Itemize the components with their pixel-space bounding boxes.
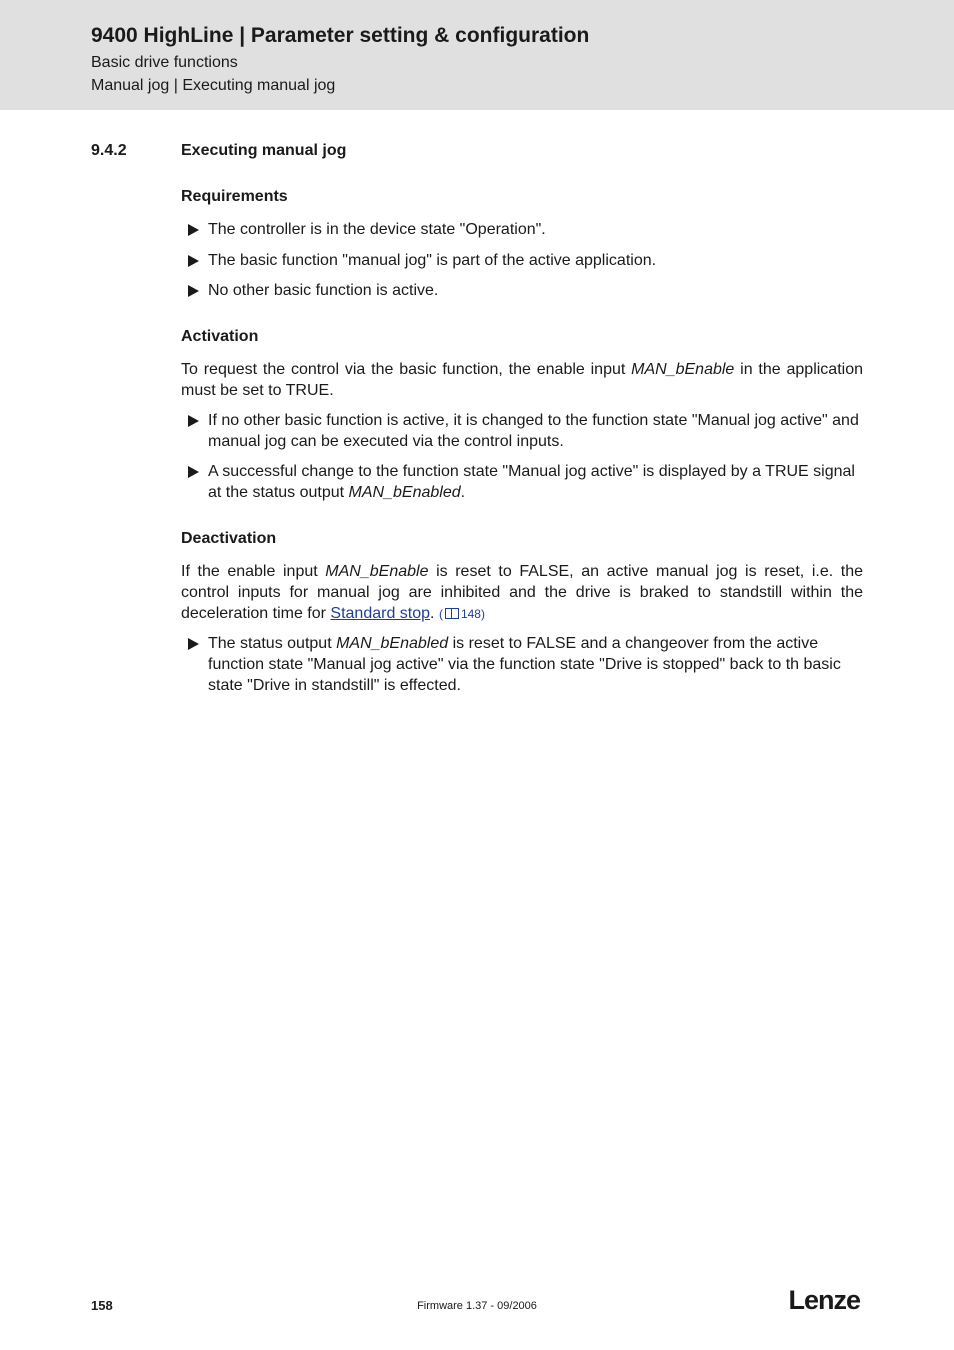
bullet-triangle-icon	[188, 466, 199, 478]
list-item-text: The controller is in the device state "Operation".	[208, 221, 546, 238]
breadcrumb-section: Manual jog | Executing manual jog	[91, 77, 336, 94]
page-header	[0, 0, 954, 110]
list-item-text: No other basic function is active.	[208, 282, 439, 299]
bullet-triangle-icon	[188, 638, 199, 650]
text-segment: To request the control via the basic function, the enable input	[181, 361, 632, 378]
list-item-text	[208, 461, 863, 503]
text-segment: .	[430, 605, 435, 622]
firmware-version: Firmware 1.37 - 09/2006	[417, 1300, 537, 1312]
list-item	[181, 280, 863, 301]
text-segment: The status output	[208, 635, 337, 652]
section-title: Executing manual jog	[181, 142, 347, 159]
list-item-text: The basic function "manual jog" is part of the active application.	[208, 252, 657, 269]
section-number: 9.4.2	[91, 142, 127, 159]
breadcrumb-chapter: Basic drive functions	[91, 54, 238, 71]
list-item	[181, 633, 863, 696]
ref-close: )	[480, 607, 485, 621]
standard-stop-link[interactable]: Standard stop	[330, 605, 431, 622]
bullet-triangle-icon	[188, 255, 199, 267]
text-segment: A successful change to the function state "Manual jog active" is displayed by a TRUE signal at the status output	[208, 463, 855, 501]
variable-name: MAN_bEnable	[631, 361, 735, 378]
bullet-triangle-icon	[188, 415, 199, 427]
requirements-heading: Requirements	[181, 188, 288, 205]
variable-name: MAN_bEnable	[325, 563, 429, 580]
list-item-text: If no other basic function is active, it is changed to the function state "Manual jog active" and manual jog can be executed via the control inputs.	[208, 412, 859, 450]
text-segment: in the application must be set to TRUE.	[181, 361, 864, 399]
text-segment: is reset to FALSE, an active manual jog is reset, i.e. the control inputs for manual jog are inhibited and the drive is braked to standstill within the deceleration time for	[181, 563, 864, 622]
list-item	[181, 410, 863, 452]
page-reference-link[interactable]	[439, 607, 485, 621]
page-number: 158	[91, 1298, 113, 1313]
list-item	[181, 219, 863, 240]
list-item	[181, 461, 863, 503]
variable-name: MAN_bEnabled	[348, 484, 461, 501]
ref-page-number: 148	[460, 607, 481, 621]
text-segment: If the enable input	[181, 563, 326, 580]
book-icon	[445, 608, 459, 619]
activation-heading: Activation	[181, 328, 259, 345]
deactivation-paragraph	[181, 561, 863, 625]
ref-open: (	[438, 607, 443, 621]
bullet-triangle-icon	[188, 285, 199, 297]
document-title: 9400 HighLine | Parameter setting & configuration	[91, 24, 590, 47]
variable-name: MAN_bEnabled	[336, 635, 449, 652]
text-segment: is reset to FALSE and a changeover from the active function state "Manual jog active" via the function state "Drive is stopped" back to th basic state "Drive in standstill" is effected.	[208, 635, 841, 694]
bullet-triangle-icon	[188, 224, 199, 236]
lenze-logo: Lenze	[788, 1285, 860, 1315]
list-item	[181, 250, 863, 271]
list-item-text	[208, 633, 863, 696]
text-segment: .	[460, 484, 466, 501]
activation-paragraph	[181, 359, 863, 401]
deactivation-heading: Deactivation	[181, 530, 277, 547]
